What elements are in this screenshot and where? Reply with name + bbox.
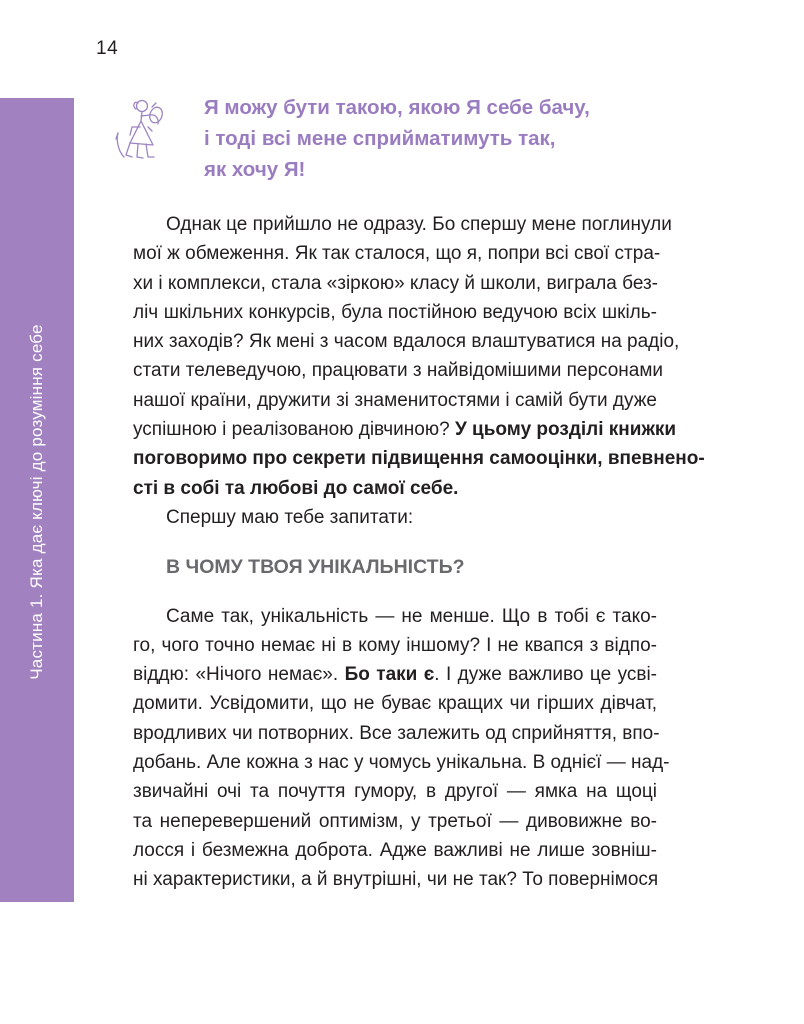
quote-line: Я можу бути такою, якою Я себе бачу, — [204, 96, 590, 119]
text-line: звичайні очі та почуття гумору, в другої — ямка на щоці — [133, 781, 657, 803]
text-line: ліч шкільних конкурсів, була постійною ведучою всіх шкіль- — [133, 301, 657, 323]
text-line: та неперевершений оптимізм, у третьої — дивовижне во- — [133, 810, 657, 832]
quote-line: і тоді всі мене сприйматимуть так, — [204, 127, 556, 150]
text-line: ні характеристики, а й внутрішні, чи не так? То повернімося — [133, 869, 659, 891]
bold-text-line: поговоримо про секрети підвищення самооцінки, впевнено- — [133, 448, 705, 470]
quote-line: як хочу Я! — [204, 158, 306, 181]
chapter-side-title: Частина 1. Яка дає ключі до розуміння себе — [27, 324, 46, 680]
page-number: 14 — [96, 38, 119, 59]
text-line — [133, 660, 657, 689]
text-line: го, чого точно немає ні в кому іншому? І не квапся з відпо- — [133, 634, 657, 656]
text-run: . І дуже важливо це усві- — [434, 664, 658, 686]
pull-quote — [204, 92, 590, 185]
text-line: них заходів? Як мені з часом вдалося влаштуватися на радіо, — [133, 331, 680, 353]
text-line: домити. Усвідомити, що не буває кращих чи гірших дівчат, — [133, 693, 657, 715]
body-text — [133, 210, 705, 895]
text-line: Однак це прийшло не одразу. Бо спершу мене поглинули — [166, 214, 672, 235]
section-heading: В ЧОМУ ТВОЯ УНІКАЛЬНІСТЬ? — [166, 556, 465, 579]
text-line: хи і комплекси, стала «зіркою» класу й школи, виграла без- — [133, 272, 659, 294]
text-line: мої ж обмеження. Як так сталося, що я, попри всі свої стра- — [133, 243, 661, 265]
text-line: вродливих чи потворних. Все залежить од сприйняття, впо- — [133, 722, 660, 744]
text-line: Спершу маю тебе запитати: — [166, 506, 414, 528]
text-line: нашої країни, дружити зі знаменитостями і самій бути дуже — [133, 389, 657, 411]
text-line: Саме так, унікальність — не менше. Що в тобі є тако- — [166, 605, 657, 627]
bold-text-line: сті в собі та любові до самої себе. — [133, 477, 459, 499]
text-line: лосся і безмежна доброта. Адже важливі не лише зовніш- — [133, 839, 657, 861]
girl-with-mirror-doodle-icon — [112, 97, 178, 163]
text-line: стати телеведучою, працювати з найвідомішими персонами — [133, 360, 664, 382]
bold-text-run: Бо таки є — [344, 664, 435, 686]
text-line — [133, 415, 677, 444]
text-run: віддю: «Нічого немає». — [133, 664, 345, 686]
bold-text-run: У цьому розділі книжки — [454, 419, 677, 441]
text-run: успішною і реалізованою дівчиною? — [133, 419, 455, 441]
text-line: добань. Але кожна з нас у чомусь унікальна. В однієї — над- — [133, 752, 670, 774]
